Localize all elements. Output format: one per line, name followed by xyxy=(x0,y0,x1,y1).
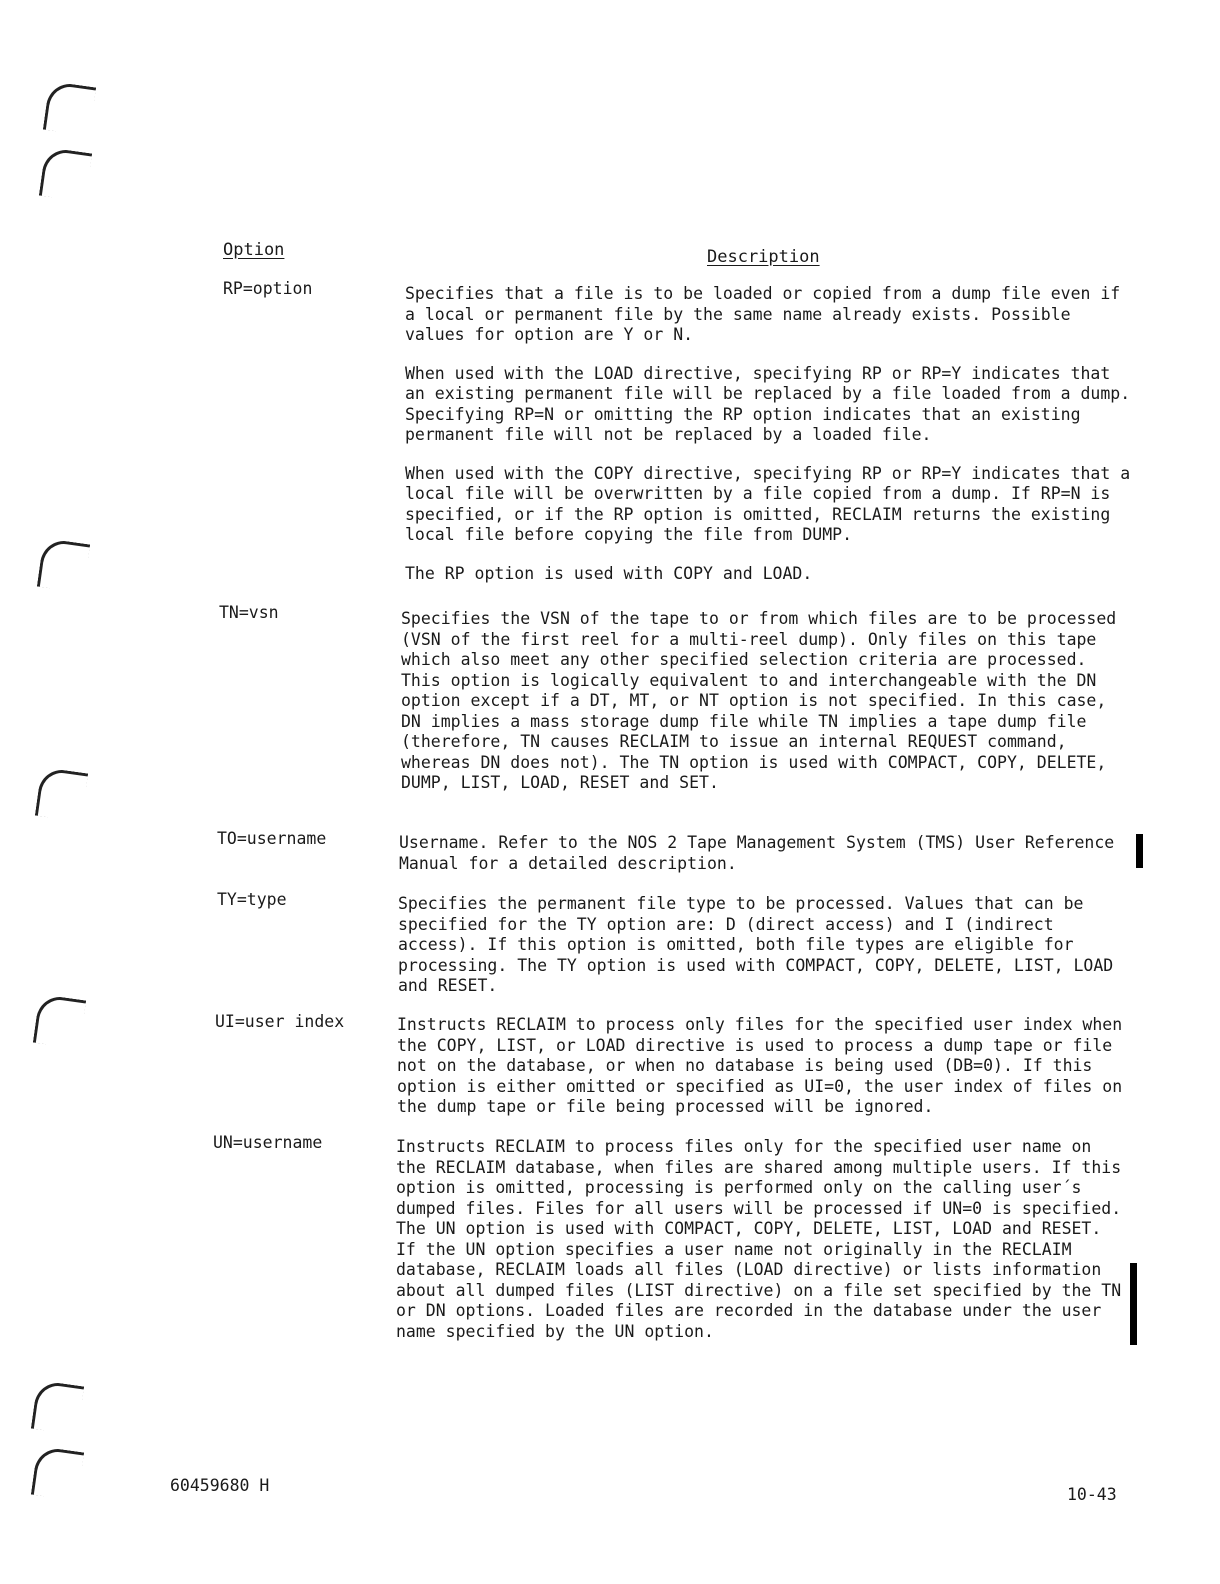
option-name-tn: TN=vsn xyxy=(219,603,279,622)
change-bar xyxy=(1130,1263,1137,1345)
binder-hole-mark xyxy=(33,994,86,1049)
option-column-header: Option xyxy=(223,240,285,260)
description-paragraph: Instructs RECLAIM to process files only for the specified user name on the RECLAIM database, when files are shared among multiple users. If this option is omitted, processing is performed only on the calling user´s dumped files. Files for all users will be processed if UN=0 is specified. The UN option is used with COMPACT, COPY, DELETE, LIST, LOAD and RESET. If the UN option specifies a user name not originally in the RECLAIM database, RECLAIM loads all files (LOAD directive) or lists information about all dumped files (LIST directive) on a file set specified by the TN or DN options. Loaded files are recorded in the database under the user name specified by the UN option. xyxy=(396,1137,1122,1341)
change-bar xyxy=(1136,834,1143,868)
document-number: 60459680 H xyxy=(170,1476,270,1495)
binder-hole-mark xyxy=(31,1446,84,1501)
option-name-un: UN=username xyxy=(213,1133,323,1152)
description-column-header: Description xyxy=(707,247,820,267)
description-paragraph: When used with the LOAD directive, specifying RP or RP=Y indicates that an existing permanent file will be replaced by a file loaded from a dump. Specifying RP=N or omitting the RP option indicates that an existing permanent file will not be replaced by a loaded file. xyxy=(405,363,1131,444)
option-description-ty xyxy=(398,894,1128,1015)
option-name-to: TO=username xyxy=(217,829,327,848)
option-description-un xyxy=(396,1137,1126,1360)
option-description-to xyxy=(399,833,1129,892)
option-name-ty: TY=type xyxy=(217,890,287,909)
description-paragraph: When used with the COPY directive, specifying RP or RP=Y indicates that a local file will be overwritten by a file copied from a dump. If RP=N is specified, or if the RP option is omitted, RECLAIM returns the existing local file before copying the file from DUMP. xyxy=(405,463,1131,544)
option-description-tn xyxy=(401,609,1131,812)
description-paragraph: Specifies the permanent file type to be processed. Values that can be specified for the TY option are: D (direct access) and I (indirect access). If this option is omitted, both file types are eligible for processing. The TY option is used with COMPACT, COPY, DELETE, LIST, LOAD and RESET. xyxy=(398,894,1114,995)
description-paragraph: Specifies the VSN of the tape to or from which files are to be processed (VSN of the first reel for a multi-reel dump). Only files on this tape which also meet any other specified selection criteria are processed. This option is logically equivalent to and interchangeable with the DN option except if a DT, MT, or NT option is not specified. In this case, DN implies a mass storage dump file while TN implies a tape dump file (therefore, TN causes RECLAIM to issue an internal REQUEST command, whereas DN does not). The TN option is used with COMPACT, COPY, DELETE, DUMP, LIST, LOAD, RESET and SET. xyxy=(401,609,1117,792)
option-description-rp xyxy=(405,284,1135,602)
binder-hole-mark xyxy=(39,147,92,202)
binder-hole-mark xyxy=(35,767,88,822)
page-number: 10-43 xyxy=(1067,1485,1117,1504)
binder-hole-mark xyxy=(31,1380,84,1435)
description-paragraph: Specifies that a file is to be loaded or copied from a dump file even if a local or permanent file by the same name already exists. Possible values for option are Y or N. xyxy=(405,284,1121,344)
description-paragraph: The RP option is used with COPY and LOAD. xyxy=(405,563,813,583)
binder-hole-mark xyxy=(37,538,90,593)
description-paragraph: Username. Refer to the NOS 2 Tape Management System (TMS) User Reference Manual for a detailed description. xyxy=(399,833,1115,873)
option-description-ui xyxy=(397,1015,1127,1136)
description-paragraph: Instructs RECLAIM to process only files for the specified user index when the COPY, LIST, or LOAD directive is used to process a dump tape or file not on the database, or when no database is being used (DB=0). If this option is either omitted or specified as UI=0, the user index of files on the dump tape or file being processed will be ignored. xyxy=(397,1015,1123,1116)
binder-hole-mark xyxy=(43,81,96,136)
option-name-ui: UI=user index xyxy=(215,1012,345,1031)
option-name-rp: RP=option xyxy=(223,279,313,298)
